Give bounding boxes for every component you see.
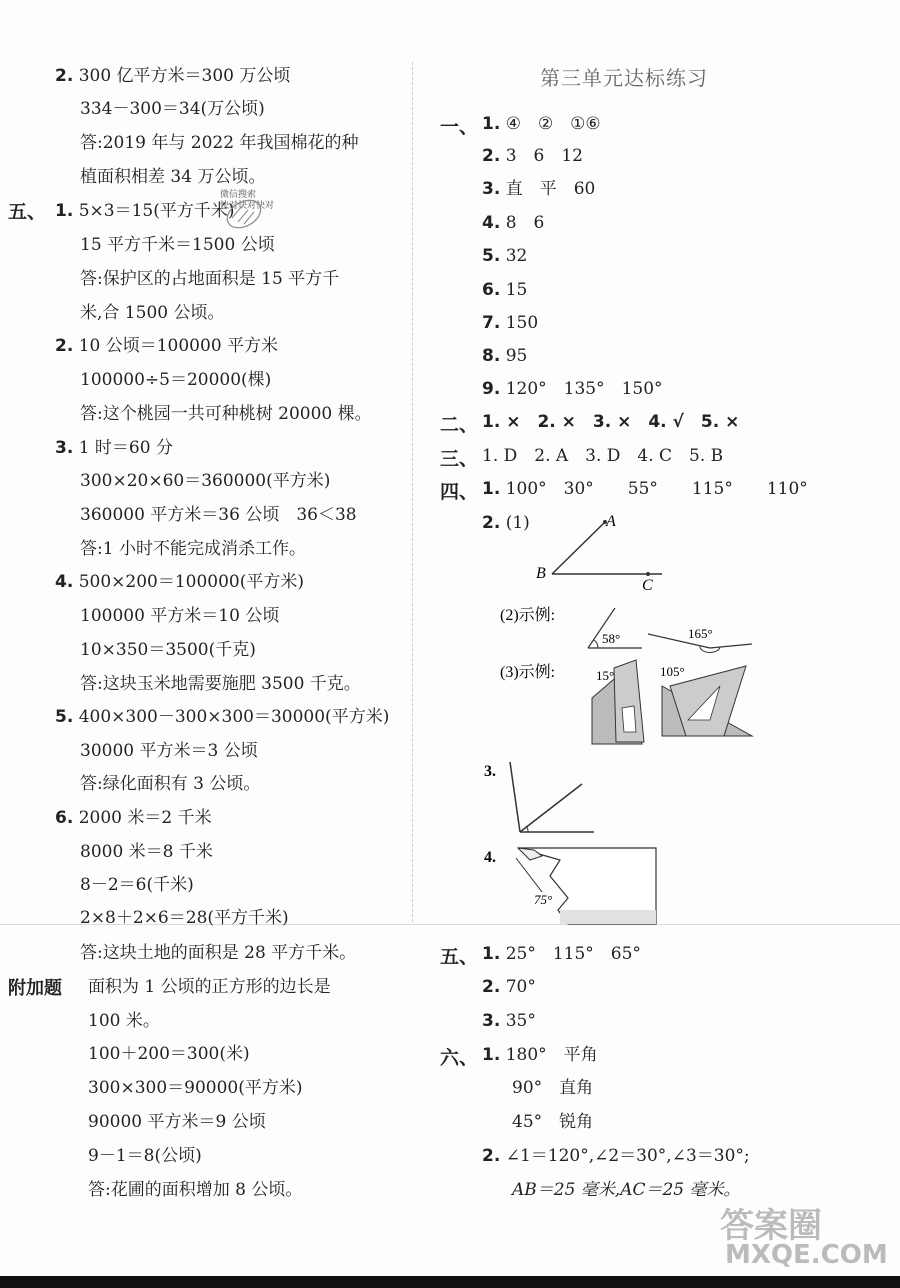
answer-line: 8000 米＝8 千米 xyxy=(80,842,213,862)
answer-line: 1. ④ ② ①⑥ xyxy=(482,114,601,134)
point-label-c: C xyxy=(642,577,653,594)
bottom-edge-bar xyxy=(0,1276,900,1288)
answer-line: 30000 平方米＝3 公顷 xyxy=(80,741,258,761)
answer-line: 答:绿化面积有 3 公顷。 xyxy=(80,774,261,794)
point-label-a: A xyxy=(606,513,616,530)
angle-58-label: 58° xyxy=(602,631,621,646)
answer-line: 2. 300 亿平方米＝300 万公顷 xyxy=(55,66,291,86)
answer-line: 面积为 1 公顷的正方形的边长是 xyxy=(88,977,331,997)
answer-line: 1. 25° 115° 65° xyxy=(482,944,641,964)
geometry-figures xyxy=(430,500,770,940)
answer-line: 米,合 1500 公顷。 xyxy=(80,303,225,323)
answer-line: 15 平方千米＝1500 公顷 xyxy=(80,235,275,255)
answer-line: 6. 15 xyxy=(482,280,528,300)
angle-q3-figure xyxy=(510,762,594,832)
answer-line: 90° 直角 xyxy=(512,1078,594,1098)
angle-105-label: 105° xyxy=(660,664,685,679)
answer-line: 7. 150 xyxy=(482,313,539,333)
answer-line: 4. 8 6 xyxy=(482,213,545,233)
watermark-logo: 答案圈 xyxy=(720,1206,822,1246)
section-label: 五、 xyxy=(440,946,479,968)
answer-line: 300×300＝90000(平方米) xyxy=(88,1078,303,1098)
triangle-ruler-15 xyxy=(592,660,644,744)
answer-line: 1. 180° 平角 xyxy=(482,1045,598,1065)
section-label: 附加题 xyxy=(8,978,62,999)
section-label: 四、 xyxy=(440,481,479,503)
answer-line: 9－1＝8(公顷) xyxy=(88,1146,202,1166)
section-label: 六、 xyxy=(440,1047,479,1069)
answer-line: 答:1 小时不能完成消杀工作。 xyxy=(80,539,306,559)
angle-165-figure xyxy=(648,626,752,653)
angle-15-label: 15° xyxy=(596,668,615,683)
stamp-line: 微信搜索 xyxy=(220,190,257,200)
answer-line: 1. × 2. × 3. × 4. √ 5. × xyxy=(482,412,740,432)
angle-58-figure xyxy=(588,608,642,648)
answer-line: 答:这块玉米地需要施肥 3500 千克。 xyxy=(80,674,361,694)
angle-abc-figure xyxy=(536,513,662,594)
answer-line: 100＋200＝300(米) xyxy=(88,1044,250,1064)
answer-line: 答:这个桃园一共可种桃树 20000 棵。 xyxy=(80,404,372,424)
answer-line: 2. (1) xyxy=(482,513,530,533)
section-label: 五、 xyxy=(8,201,47,223)
answer-line: 2. 3 6 12 xyxy=(482,146,583,166)
example-label: (2)示例: xyxy=(500,607,556,624)
stamp-icon xyxy=(222,196,266,236)
answer-line: 334－300＝34(万公顷) xyxy=(80,99,265,119)
column-divider xyxy=(412,62,413,922)
answer-line: 答:花圃的面积增加 8 公顷。 xyxy=(88,1180,303,1200)
answer-line: 3. 1 时＝60 分 xyxy=(55,438,173,458)
question-number: 4. xyxy=(484,849,496,866)
answer-line: AB＝25 毫米,AC＝25 毫米。 xyxy=(512,1180,741,1200)
answer-line: 答:保护区的占地面积是 15 平方千 xyxy=(80,269,340,289)
section-label: 三、 xyxy=(440,448,479,470)
answer-line: 2. ∠1＝120°,∠2＝30°,∠3＝30°; xyxy=(482,1146,750,1166)
answer-line: 1. 5×3＝15(平方千米) xyxy=(55,201,235,221)
answer-line: 答:2019 年与 2022 年我国棉花的种 xyxy=(80,133,359,153)
answer-line: 3. 35° xyxy=(482,1011,536,1031)
answer-line: 1. 100° 30° 55° 115° 110° xyxy=(482,479,808,499)
answer-line: 9. 120° 135° 150° xyxy=(482,379,663,399)
answer-line: 2. 10 公顷＝100000 平方米 xyxy=(55,336,279,356)
answer-line: 10×350＝3500(千克) xyxy=(80,640,256,660)
answer-line: 8. 95 xyxy=(482,346,528,366)
answer-line: 5. 32 xyxy=(482,246,528,266)
answer-line: 300×20×60＝360000(平方米) xyxy=(80,471,331,491)
section-label: 一、 xyxy=(440,116,479,138)
answer-line: 2×8＋2×6＝28(平方千米) xyxy=(80,908,289,928)
answer-line: 100 米。 xyxy=(88,1011,160,1031)
answer-line: 90000 平方米＝9 公顷 xyxy=(88,1112,266,1132)
answer-line: 100000 平方米＝10 公顷 xyxy=(80,606,280,626)
answer-line: 45° 锐角 xyxy=(512,1112,594,1132)
angle-75-label: 75° xyxy=(534,892,553,907)
answer-line: 5. 400×300－300×300＝30000(平方米) xyxy=(55,707,390,727)
watermark-url: MXQE.COM xyxy=(725,1240,888,1270)
section-label: 二、 xyxy=(440,414,479,436)
answer-line: 4. 500×200＝100000(平方米) xyxy=(55,572,305,592)
triangle-ruler-105 xyxy=(660,664,752,736)
answer-line: 植面积相差 34 万公顷。 xyxy=(80,167,266,187)
answer-line: 8－2＝6(千米) xyxy=(80,875,194,895)
answer-line: 2. 70° xyxy=(482,977,536,997)
answer-line: 1. D 2. A 3. D 4. C 5. B xyxy=(482,446,724,466)
paper-fold-figure xyxy=(516,848,656,924)
answer-line: 6. 2000 米＝2 千米 xyxy=(55,808,212,828)
point-label-b: B xyxy=(536,565,546,582)
answer-line: 答:这块土地的面积是 28 平方千米。 xyxy=(80,943,357,963)
answer-line: 3. 直 平 60 xyxy=(482,179,596,199)
answer-line: 100000÷5＝20000(棵) xyxy=(80,370,272,390)
question-number: 3. xyxy=(484,763,496,780)
angle-165-label: 165° xyxy=(688,626,713,641)
unit-title: 第三单元达标练习 xyxy=(540,66,708,90)
answer-line: 360000 平方米＝36 公顷 36＜38 xyxy=(80,505,357,525)
example-label: (3)示例: xyxy=(500,664,556,681)
stamp-line: 快对快对快对 xyxy=(220,201,275,211)
